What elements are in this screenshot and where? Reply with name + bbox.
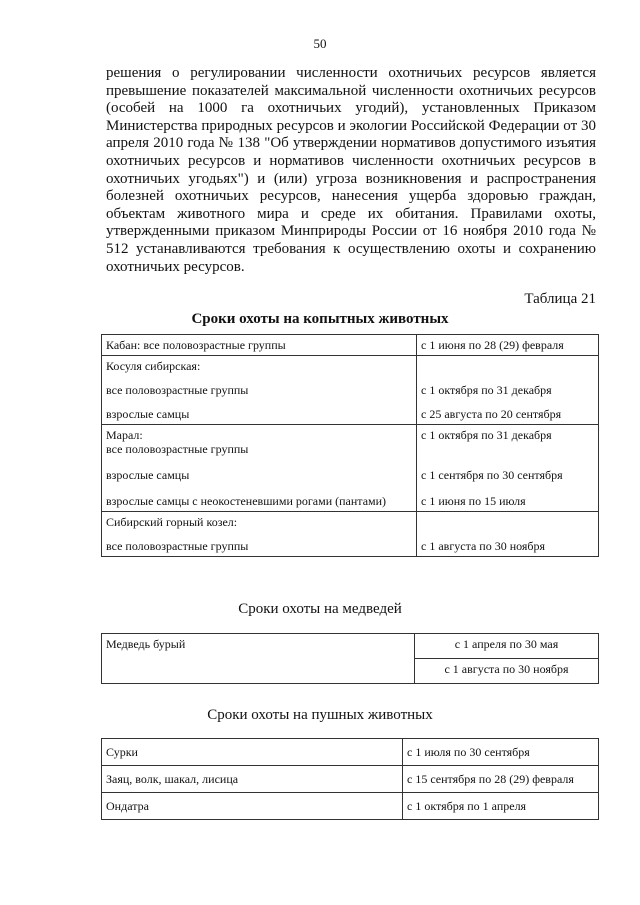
ibex-all-period: с 1 августа по 30 ноября [421, 539, 546, 553]
fur-period-1: с 1 июля по 30 сентября [403, 739, 599, 766]
fur-period-2: с 15 сентября по 28 (29) февраля [403, 766, 599, 793]
maral-cell [102, 425, 417, 512]
roe-periods-cell [417, 356, 599, 425]
ibex-cell [102, 512, 417, 557]
roe-cell [102, 356, 417, 425]
ungulates-table-title: Сроки охоты на копытных животных [191, 311, 449, 327]
maral-antlers-label: взрослые самцы с неокостеневшими рогами (пантами) [106, 494, 387, 508]
table-row [102, 425, 599, 512]
bear-period-2: с 1 августа по 30 ноября [415, 659, 599, 684]
roe-label: Косуля сибирская: [106, 359, 201, 373]
ungulates-table [101, 334, 599, 557]
maral-antlers-period: с 1 июня по 15 июля [421, 494, 526, 508]
maral-males-label: взрослые самцы [106, 468, 190, 482]
roe-males-label: взрослые самцы [106, 407, 190, 421]
ibex-all-label: все половозрастные группы [106, 539, 249, 553]
maral-males-period: с 1 сентября по 30 сентября [421, 468, 563, 482]
boar-period: с 1 июня по 28 (29) февраля [417, 335, 599, 356]
fur-period-3: с 1 октября по 1 апреля [403, 793, 599, 820]
body-paragraph: решения о регулировании численности охотничьих ресурсов является превышение показателей максимальной численности охотничьих ресурсов (особей на 1000 га охотничьих угодий), установленных Приказом Министерства природных ресурсов и экологии Российской Федерации от 30 апреля 2010 года № 138 "Об утверждении нормативов допустимого изъятия охотничьих ресурсов и нормативов численности охотничьих ресурсов в охотничьих угодьях") и (или) угроза возникновения и распространения болезней охотничьих ресурсов, нанесения ущерба здоровью граждан, объектам животного мира и среде их обитания. Правилами охоты, утвержденными приказом Минприроды России от 16 ноября 2010 года № 512 устанавливаются требования к осуществлению охоты и сохранению охотничьих ресурсов. [106, 65, 596, 275]
table-caption: Таблица 21 [524, 291, 596, 307]
ibex-periods-cell [417, 512, 599, 557]
maral-label: Марал: [106, 428, 143, 442]
furs-table-title: Сроки охоты на пушных животных [207, 707, 433, 723]
bear-period-1: с 1 апреля по 30 мая [415, 634, 599, 659]
maral-all-label: все половозрастные группы [106, 442, 249, 456]
boar-label: Кабан: все половозрастные группы [102, 335, 417, 356]
bears-table-title: Сроки охоты на медведей [238, 601, 402, 617]
table-row [102, 356, 599, 425]
table-row [102, 766, 599, 793]
roe-all-label: все половозрастные группы [106, 383, 249, 397]
page-number: 50 [313, 36, 327, 51]
bear-animal: Медведь бурый [102, 634, 415, 684]
fur-animal-3: Ондатра [102, 793, 403, 820]
table-row [102, 739, 599, 766]
fur-animal-1: Сурки [102, 739, 403, 766]
table-row [102, 335, 599, 356]
table-row [102, 512, 599, 557]
maral-periods-cell [417, 425, 599, 512]
roe-all-period: с 1 октября по 31 декабря [421, 383, 552, 397]
table-row [102, 634, 599, 659]
furs-table [101, 738, 599, 820]
roe-males-period: с 25 августа по 20 сентября [421, 407, 562, 421]
bears-table [101, 633, 599, 684]
maral-all-period: с 1 октября по 31 декабря [421, 428, 552, 442]
ibex-label: Сибирский горный козел: [106, 515, 238, 529]
table-row [102, 793, 599, 820]
fur-animal-2: Заяц, волк, шакал, лисица [102, 766, 403, 793]
